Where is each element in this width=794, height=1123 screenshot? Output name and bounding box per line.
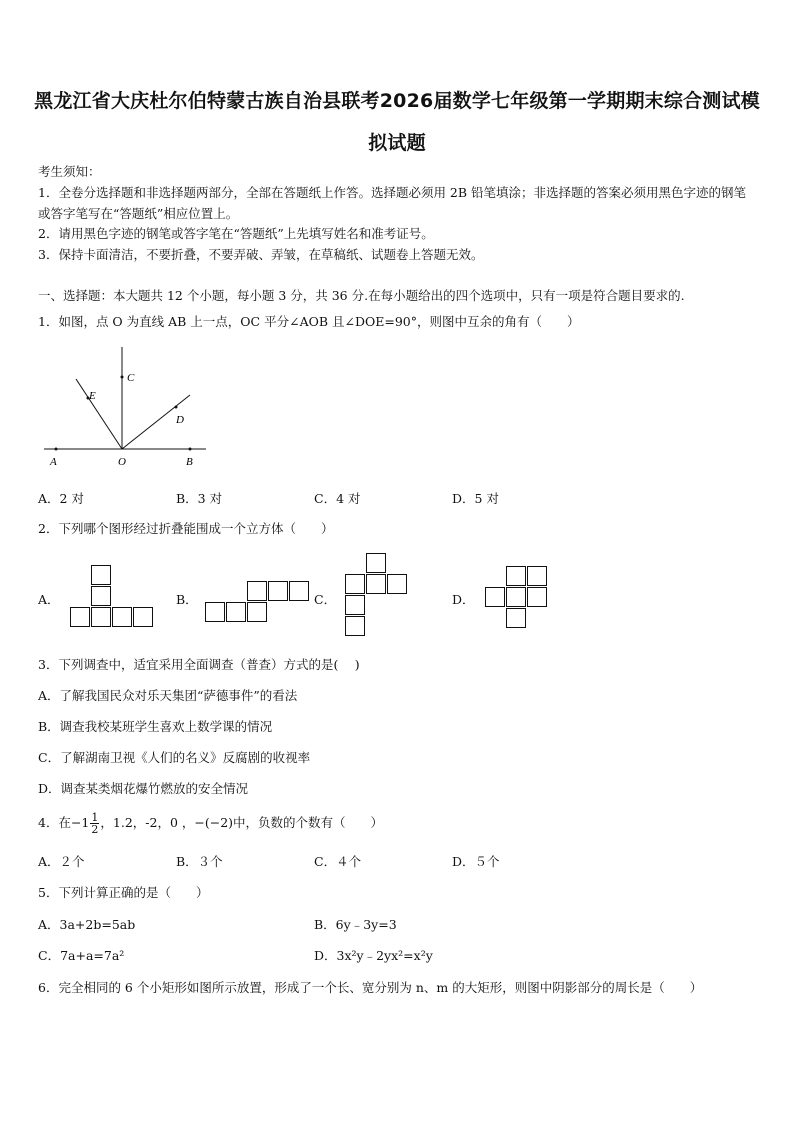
point-c [121, 376, 124, 379]
fraction-denominator: 2 [91, 823, 99, 836]
notice-item-2: 2．请用黑色字迹的钢笔或答字笔在“答题纸”上先填写姓名和准考证号。 [38, 226, 434, 241]
question-3-stem: 3．下列调查中，适宜采用全面调查（普查）方式的是( ) [38, 657, 360, 672]
question-5-option-d: D．3x²y﹣2yx²=x²y [314, 948, 433, 963]
net-b [205, 581, 311, 624]
net-cell [506, 566, 526, 586]
net-a [70, 565, 156, 629]
net-cell [91, 586, 111, 606]
net-cell [112, 607, 132, 627]
net-cell [226, 602, 246, 622]
net-cell [506, 587, 526, 607]
question-3-option-d: D．调查某类烟花爆竹燃放的安全情况 [38, 781, 249, 796]
net-cell [366, 574, 386, 594]
net-cell [485, 587, 505, 607]
net-cell [345, 574, 365, 594]
net-cell [70, 607, 90, 627]
question-4-stem [38, 808, 383, 838]
question-1-figure [40, 343, 215, 473]
label-a: A [50, 456, 57, 468]
question-4-option-a: A．２个 [38, 854, 85, 869]
net-cell [289, 581, 309, 601]
question-1-option-c: C．4 对 [314, 491, 361, 506]
net-cell [205, 602, 225, 622]
net-cell [506, 608, 526, 628]
question-4-option-c: C．４个 [314, 854, 362, 869]
net-cell [345, 616, 365, 636]
net-cell [91, 565, 111, 585]
question-5-option-a: A．3a+2b=5ab [38, 917, 136, 932]
point-d [175, 406, 178, 409]
net-cell [387, 574, 407, 594]
fraction-numerator: 1 [91, 811, 99, 824]
label-c: C [127, 372, 135, 384]
question-1-option-d: D．5 对 [452, 491, 499, 506]
question-2-option-d-label: D． [452, 592, 475, 607]
point-b [189, 448, 192, 451]
question-5-stem: 5．下列计算正确的是（ ） [38, 885, 209, 900]
label-o: O [118, 456, 126, 468]
question-3-option-a: A．了解我国民众对乐天集团“萨德事件”的看法 [38, 688, 298, 703]
notice-item-3: 3．保持卡面清洁，不要折叠，不要弄破、弄皱，在草稿纸、试题卷上答题无效。 [38, 247, 484, 262]
section-heading: 一、选择题：本大题共 12 个小题，每小题 3 分，共 36 分.在每小题给出的四个选项中，只有一项是符合题目要求的. [38, 288, 685, 303]
question-2-stem: 2．下列哪个图形经过折叠能围成一个立方体（ ） [38, 521, 334, 536]
question-4-option-b: B．３个 [176, 854, 223, 869]
label-d: D [176, 414, 184, 426]
net-cell [345, 595, 365, 615]
question-5-option-b: B．6y﹣3y=3 [314, 917, 397, 932]
question-2-option-b-label: B． [176, 592, 198, 607]
question-3-option-c: C．了解湖南卫视《人们的名义》反腐剧的收视率 [38, 750, 311, 765]
net-cell [247, 581, 267, 601]
question-2-option-c-label: C． [314, 592, 337, 607]
question-3-option-b: B．调查我校某班学生喜欢上数学课的情况 [38, 719, 273, 734]
question-4-negative-sign: −1 [70, 815, 90, 830]
label-b: B [186, 456, 193, 468]
net-cell [268, 581, 288, 601]
question-1-option-a: A．2 对 [38, 491, 84, 506]
question-6-stem: 6．完全相同的 6 个小矩形如图所示放置，形成了一个长、宽分别为 n、m 的大矩形，则图中阴影部分的周长是（ ） [38, 980, 703, 995]
exam-title-line2: 拟试题 [368, 132, 426, 154]
net-cell [133, 607, 153, 627]
question-1-option-b: B．3 对 [176, 491, 223, 506]
net-cell [366, 553, 386, 573]
question-4-fraction [90, 812, 99, 835]
notice-heading: 考生须知： [38, 164, 101, 179]
net-cell [527, 587, 547, 607]
point-a [55, 448, 58, 451]
net-cell [527, 566, 547, 586]
net-c [345, 553, 409, 638]
question-2-option-a-label: A． [38, 592, 60, 607]
question-4-option-d: D．５个 [452, 854, 500, 869]
ray-oe [76, 379, 122, 449]
net-cell [247, 602, 267, 622]
question-1-stem: 1．如图，点 O 为直线 AB 上一点，OC 平分∠AOB 且∠DOE=90°，则图中互余的角有（ ） [38, 314, 580, 329]
label-e: E [89, 390, 96, 402]
question-5-option-c: C．7a+a=7a² [38, 948, 125, 963]
question-4-prefix: 4．在 [38, 815, 71, 830]
notice-item-1: 1．全卷分选择题和非选择题两部分，全部在答题纸上作答。选择题必须用 2B 铅笔填涂；非选择题的答案必须用黑色字迹的钢笔或答字笔写在“答题纸”相应位置上。 [38, 185, 747, 221]
exam-title-line1: 黑龙江省大庆杜尔伯特蒙古族自治县联考2026届数学七年级第一学期期末综合测试模 [34, 90, 760, 112]
net-cell [91, 607, 111, 627]
net-d [485, 566, 549, 630]
question-4-rest: ，1.2，-2，0 ，−(−2)中，负数的个数有（ ） [100, 815, 384, 830]
